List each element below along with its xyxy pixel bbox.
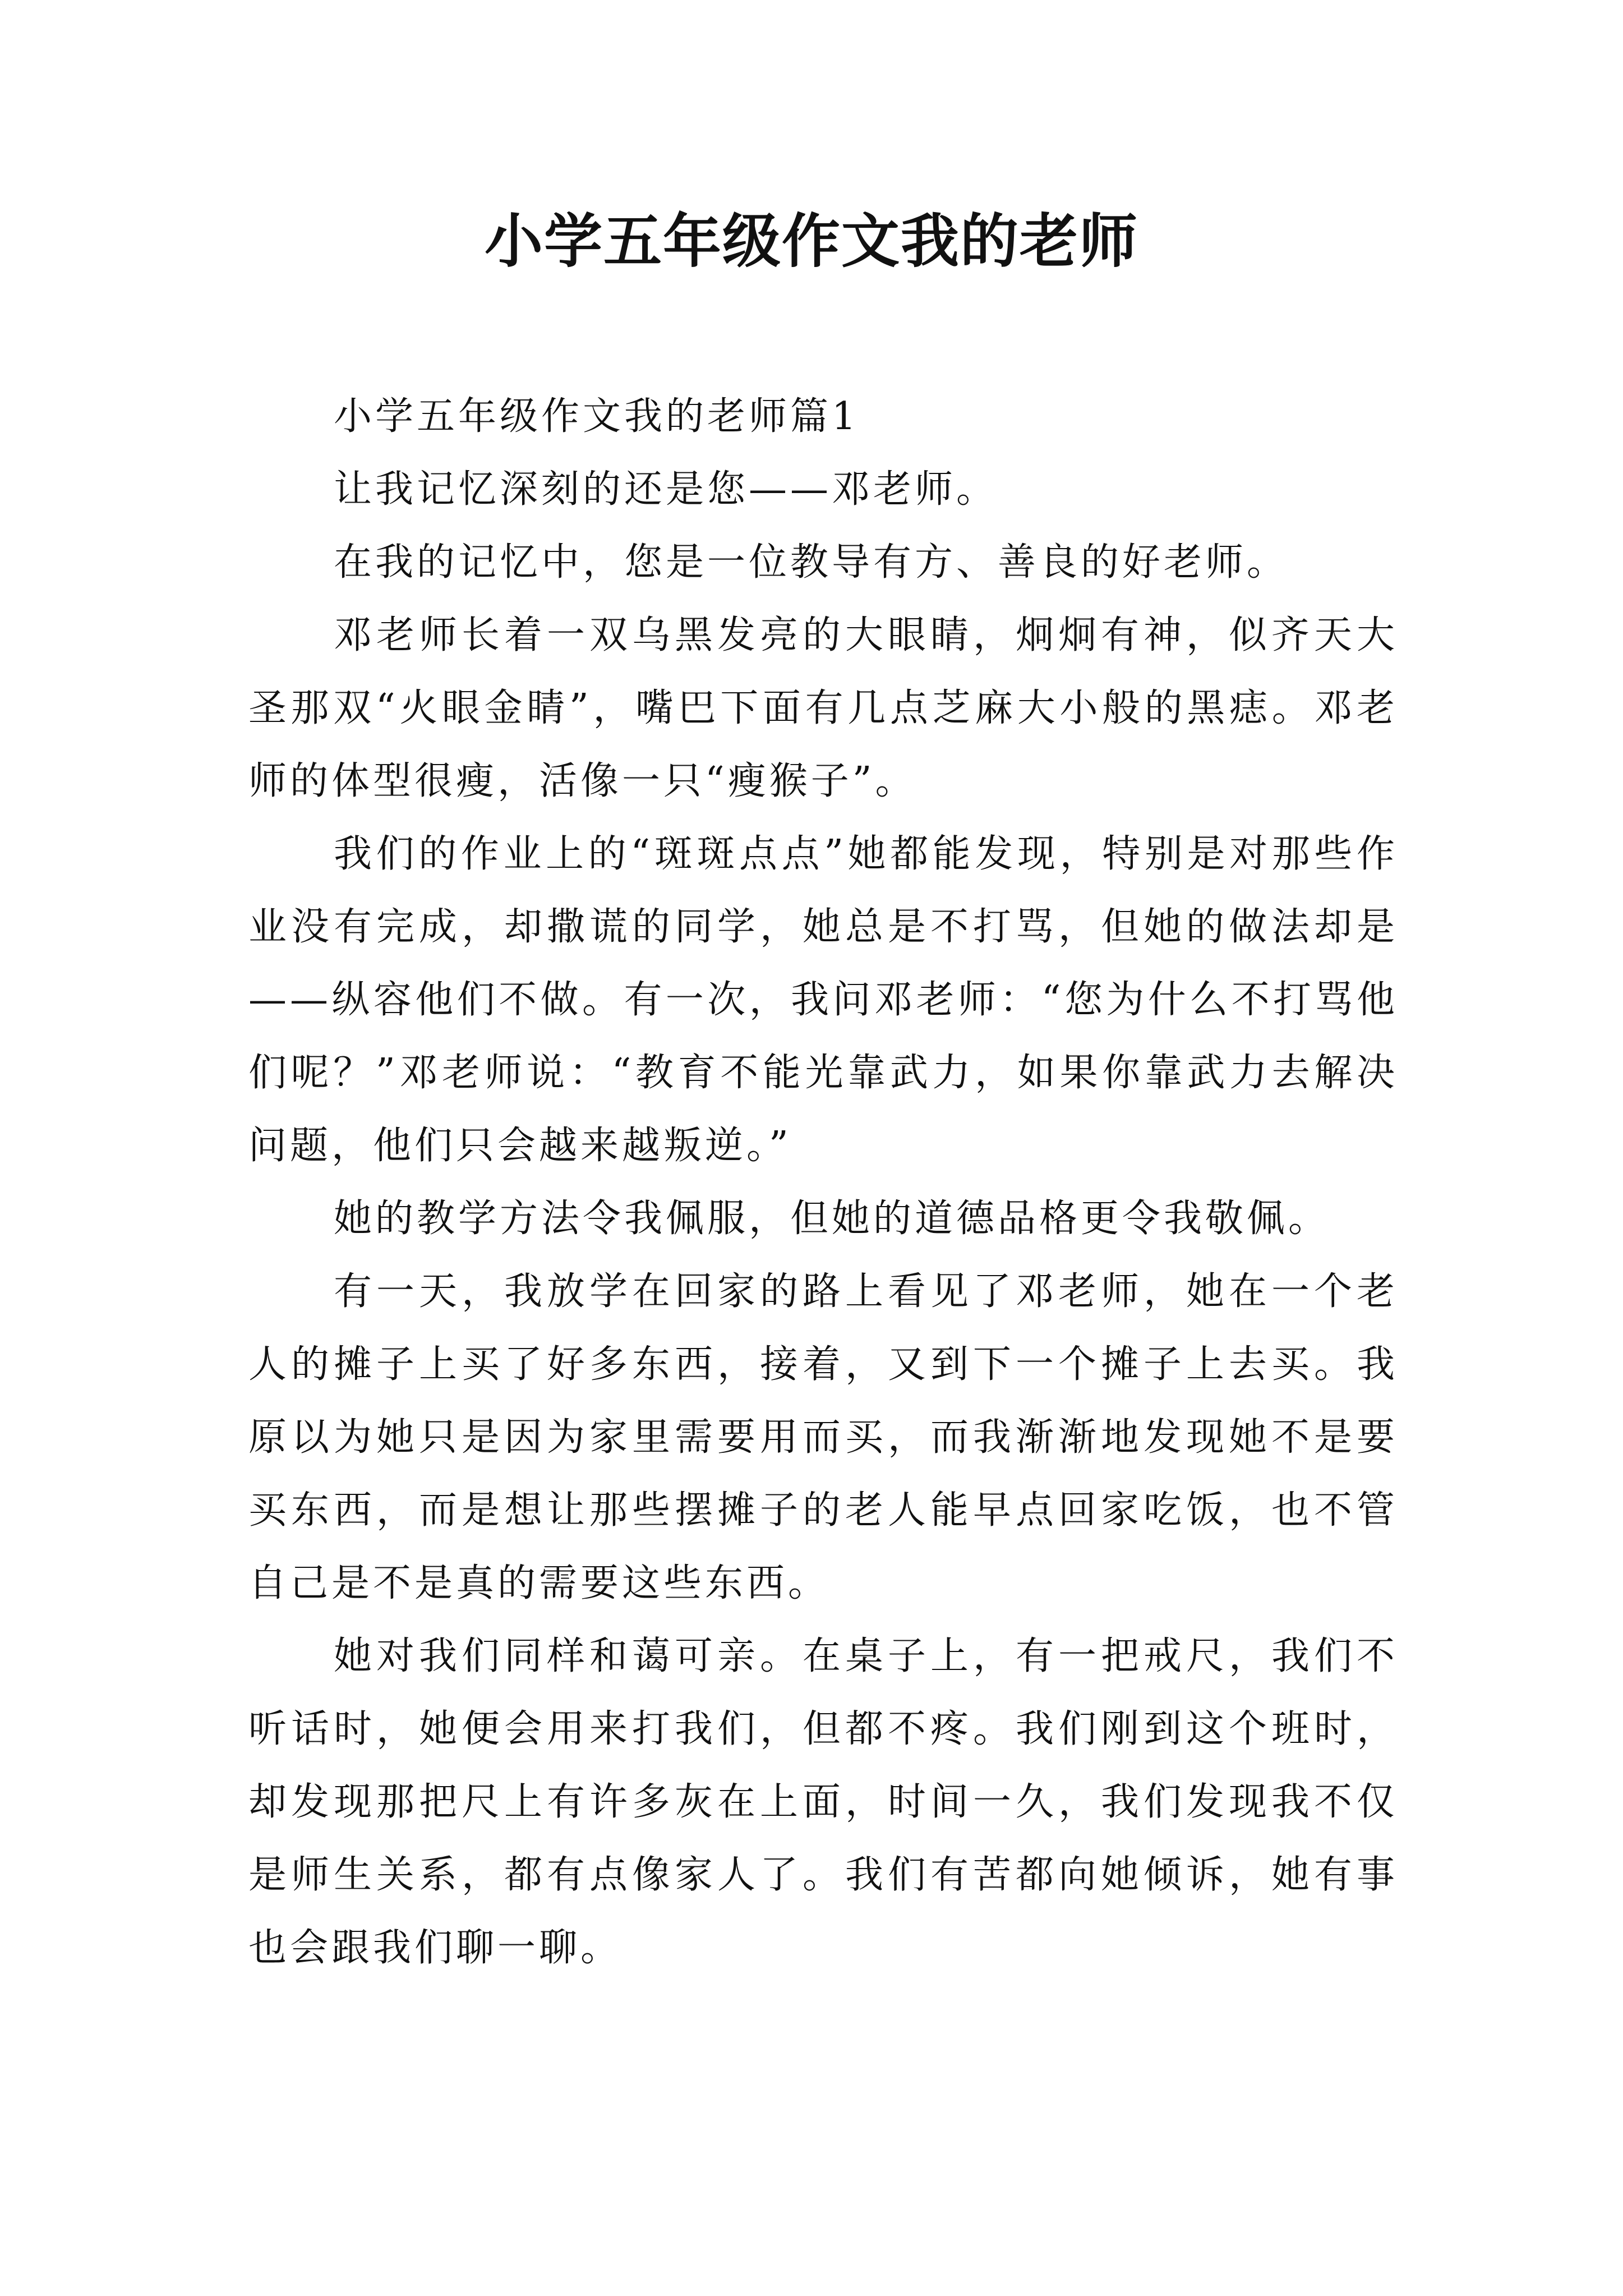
paragraph: 她的教学方法令我佩服，但她的道德品格更令我敬佩。: [334, 1197, 1330, 1241]
paragraph-heading: 小学五年级作文我的老师篇1: [334, 394, 860, 439]
document-title: 小学五年级作文我的老师: [484, 206, 1138, 275]
paragraph: 我们的作业上的“斑斑点点”她都能发现，特别是对那些作业没有完成，却撒谎的同学，她总是不打骂，但她的做法却是——纵容他们不做。有一次，我问邓老师：“您为什么不打骂他们呢？”邓老师说：“教育不能光靠武力，如果你靠武力去解决问题，他们只会越来越叛逆。”: [248, 832, 1398, 1168]
paragraph: 让我记忆深刻的还是您——邓老师。: [334, 467, 998, 512]
paragraph: 有一天，我放学在回家的路上看见了邓老师，她在一个老人的摊子上买了好多东西，接着，又到下一个摊子上去买。我原以为她只是因为家里需要用而买，而我渐渐地发现她不是要买东西，而是想让那些摆摊子的老人能早点回家吃饭，也不管自己是不是真的需要这些东西。: [248, 1269, 1398, 1605]
document-body: [248, 380, 1398, 1985]
paragraph: 邓老师长着一双乌黑发亮的大眼睛，炯炯有神，似齐天大圣那双“火眼金睛”，嘴巴下面有几点芝麻大小般的黑痣。邓老师的体型很瘦，活像一只“瘦猴子”。: [248, 613, 1398, 803]
paragraph: 她对我们同样和蔼可亲。在桌子上，有一把戒尺，我们不听话时，她便会用来打我们，但都不疼。我们刚到这个班时，却发现那把尺上有许多灰在上面，时间一久，我们发现我不仅是师生关系，都有点像家人了。我们有苦都向她倾诉，她有事也会跟我们聊一聊。: [248, 1634, 1398, 1970]
paragraph: 在我的记忆中，您是一位教导有方、善良的好老师。: [334, 540, 1289, 585]
